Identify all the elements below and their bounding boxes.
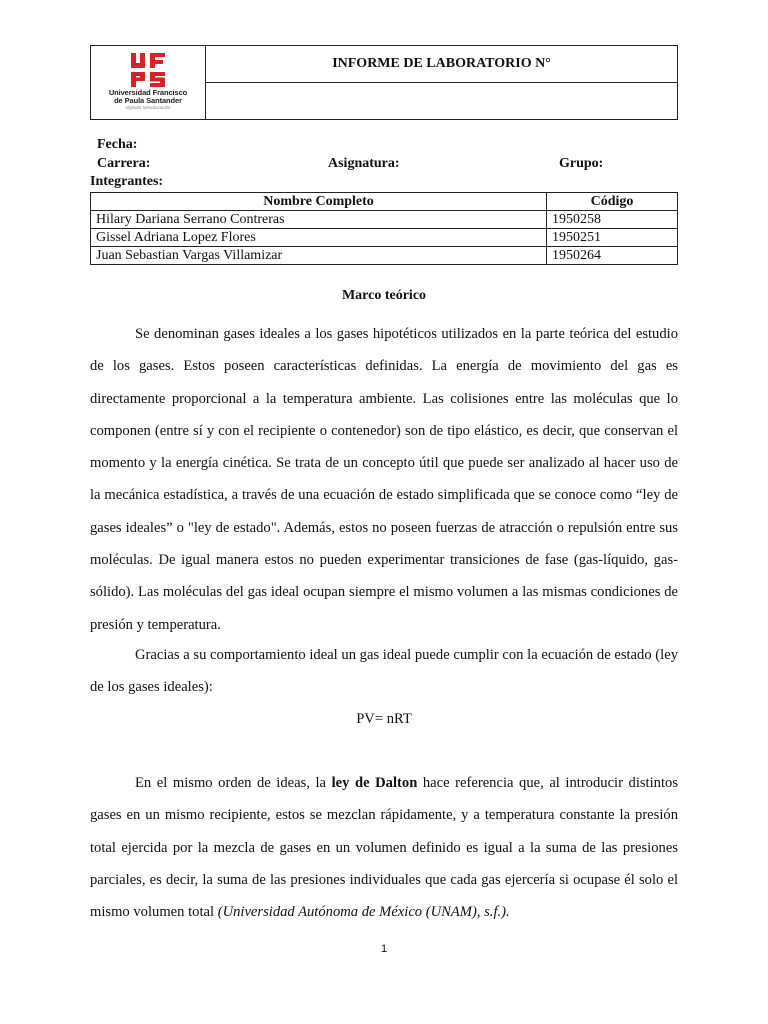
section-title: Marco teórico (341, 288, 427, 303)
members-table (90, 192, 678, 265)
paragraph-state-equation: Gracias a su comportamiento ideal un gas ideal puede cumplir con la ecuación de estado (ley de los gases ideales): (90, 647, 678, 696)
integrantes-label: Integrantes: (90, 174, 164, 189)
page-number: 1 (380, 943, 388, 955)
member-name: Gissel Adriana Lopez Flores (91, 229, 547, 247)
dalton-text-start: En el mismo orden de ideas, la (135, 775, 332, 791)
ufps-emblem-icon (128, 51, 168, 89)
report-title: INFORME DE LABORATORIO N° (206, 46, 678, 83)
carrera-label: Carrera: (97, 156, 151, 171)
member-code: 1950264 (547, 247, 678, 265)
paragraph-dalton-law (90, 767, 678, 928)
member-name: Hilary Dariana Serrano Contreras (91, 211, 547, 229)
logo-cell (91, 46, 206, 120)
paragraph-ideal-gases: Se denominan gases ideales a los gases hipotéticos utilizados en la parte teórica del estudio de los gases. Estos poseen características definidas. La energía de movimiento del gas es directamente proporcional a la temperatura ambiente. Las colisiones entre las moléculas que lo componen (entre sí y con el recipiente o contenedor) son de tipo elástico, es decir, que conservan el momento y la energía cinética. Se trata de un concepto útil que puede ser analizado al hacer uso de la mecánica estadística, a través de una ecuación de estado simplificada que se conoce como “ley de gases ideales” o "ley de estado". Además, estos no poseen fuerzas de atracción o repulsión entre sus moléculas. De igual manera estos no pueden experimentar transiciones de fase (gas-líquido, gas-sólido). Las moléculas del gas ideal ocupan siempre el mismo volumen a las mismas condiciones de presión y temperatura. (90, 326, 678, 633)
member-code: 1950251 (547, 229, 678, 247)
member-code: 1950258 (547, 211, 678, 229)
fecha-label: Fecha: (97, 137, 138, 152)
dalton-law-term: ley de Dalton (331, 775, 418, 791)
logo-tagline: Vigilada Mineducación (125, 105, 171, 110)
report-header-table (90, 45, 678, 120)
table-header-row (91, 193, 678, 211)
report-number-field[interactable] (206, 83, 678, 120)
table-row (91, 211, 678, 229)
column-header-code: Código (547, 193, 678, 211)
asignatura-label: Asignatura: (328, 156, 400, 171)
table-row (91, 247, 678, 265)
logo-name-line2: de Paula Santander (114, 96, 182, 105)
member-name: Juan Sebastian Vargas Villamizar (91, 247, 547, 265)
column-header-name: Nombre Completo (91, 193, 547, 211)
table-row (91, 229, 678, 247)
logo-name-line1: Universidad Francisco (108, 88, 188, 97)
grupo-label: Grupo: (559, 156, 604, 171)
university-logo (109, 51, 187, 111)
dalton-text-body: hace referencia que, al introducir distintos gases en un mismo recipiente, estos se mezclan rápidamente, y a temperatura constante la presión total ejercida por la mezcla de gases en un volumen definido es igual a la suma de las presiones parciales, es decir, la suma de las presiones individuales que cada gas ejercería si ocupase él solo el mismo volumen total (90, 775, 678, 921)
ideal-gas-formula: PV= nRT (356, 711, 412, 727)
citation: (Universidad Autónoma de México (UNAM), s.f.). (217, 904, 510, 921)
